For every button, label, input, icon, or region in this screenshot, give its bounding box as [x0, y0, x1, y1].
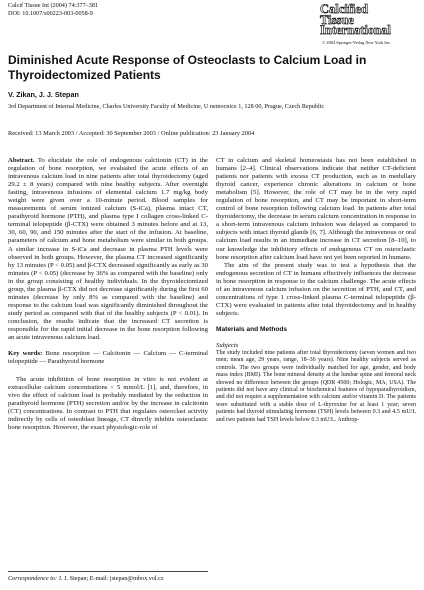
left-column: [8, 157, 208, 433]
doi: DOI: 10.1007/s00223-003-0058-9: [8, 10, 93, 17]
logo-line-2: Tissue: [320, 12, 354, 27]
journal-logo: [320, 4, 418, 44]
keywords-label: Key words:: [8, 350, 43, 358]
affiliation: 3rd Department of Internal Medicine, Charles University Faculty of Medicine, U nemocnice 1, 128 00, Prague, Czech Republic: [8, 103, 325, 110]
section-heading-methods: Materials and Methods: [216, 325, 288, 333]
abstract-label: Abstract.: [8, 157, 35, 164]
subsection-heading-subjects: Subjects: [216, 341, 239, 349]
abstract: [8, 157, 208, 342]
intro-paragraph-2: The aim of the present study was to test a hypothesis that the endogenous secretion of CT in humans effectively influences the decrease in bone resorption in response to the calcium challenge. The acute effects of an intravenous calcium infusion on the secretion of PTH, and CT, and concentrations of type 1 cross-linked plasma C-terminal telopeptide (β-CTX) were evaluated in patients after total thyroidectomy and in healthy subjects.: [216, 261, 416, 317]
copyright: © 2004 Springer-Verlag New York Inc.: [322, 40, 391, 45]
article-title: Diminished Acute Response of Osteoclasts to Calcium Load in Thyroidectomized Patients: [8, 53, 367, 82]
footnote-label: Correspondence to:: [8, 575, 58, 582]
authors: V. Zikan, J. J. Stepan: [8, 90, 79, 99]
keywords: [8, 350, 208, 366]
abstract-text: To elucidate the role of endogenous calcitonin (CT) in the regulation of bone resorption, we evaluated the acute effects of an intravenous calcium load in nine patients after total thyroidectomy (aged 29.2 ± 8 years) compared with nine healthy subjects. After overnight fasting, intravenous infusions of elemental calcium 1.7 mg/kg body weight were given over a 10-minute period. Blood samples for measurements of serum ionized calcium (S-iCa), plasma intact CT, parathyroid hormone (PTH), and plasma type I collagen cross-linked C-terminal telopeptide (β-CTX) were obtained 3 minutes before and at 13, 30, 60, 90, and 150 minutes after the start of the infusion. At baseline, parameters of calcium and bone metabolism were similar in both groups. A similar increase in S-iCa and decrease in plasma PTH levels were observed in both groups. However, the plasma CT increased significantly by 13 minutes (P < 0.05) and β-CTX decreased significantly as early as 30 minutes (P < 0.05) (decrease by 36% as compared with the baseline) only in the group consisting of healthy individuals. In the thyroidectomized group, the plasma β-CTX did not decrease significantly during the first 60 minutes (decrease by only 8% as compared with the baseline) and response to the calcium load was significantly diminished throughout the study period as compared with that of the healthy subjects (P < 0.01). In conclusion, the results indicate that the increased CT secretion is responsible for the rapid initial decrease in the bone resorption following an acute intravenous calcium load.: [8, 157, 208, 342]
keywords-text: Bone resorption — Calcitonin — Calcium — C-terminal telopeptide — Parathyroid hormone: [8, 350, 208, 366]
right-column: [216, 157, 416, 424]
subjects-paragraph: The study included nine patients after total thyroidectomy (seven women and two men; mean age, 29 years, range, 18–36 years). Nine healthy subjects served as controls. The two groups were individually matched for age, gender, and body mass index (BMI). The bone mineral density at the lumbar spine and femoral neck showed no difference between the groups (QDR 4500; Hologic, MA, USA). The patients did not have any clinical or biochemical features of hypoparathyroidism, and did not require a supplementation with calcium and/or vitamin D. The patients were substituted with a stable dose of L-thyroxine for at least 1 year; seven patients had thyroid stimulating hormone (TSH) levels between 0.3 and 4.5 mU/L and two patients had TSH levels below 0.3 mU/L. Anthrop-: [216, 350, 416, 423]
introduction-paragraph: The acute inhibition of bone resorption in vitro is not evident at extracellular calcium concentrations < 5 mmol/L [1], and, therefore, in vivo the effect of calcium load is probably mediated by the reduction in parathyroid hormone (PTH) secretion and/or by the increase in calcitonin (CT) concentrations. In contrast to PTH that regulates osteoclast activity indirectly by cells of osteoblast lineage, CT directly inhibits osteoclastic bone resorption. However, the exact physiologic-role of: [8, 376, 208, 432]
publication-dates: Received: 13 March 2003 / Accepted: 30 September 2003 / Online publication: 23 January 2004: [8, 130, 255, 137]
logo-line-3: International: [320, 23, 391, 37]
journal-citation: Calcif Tissue Int (2004) 74:377–381: [8, 2, 99, 9]
correspondence-footnote: [8, 571, 208, 582]
journal-header: [8, 2, 98, 18]
footnote-text: J. J. Stepan; E-mail: jstepan@mbox.vol.cz: [58, 575, 164, 582]
intro-paragraph-1: CT in calcium and skeletal homeostasis has not been established in humans [2–4]. Clinical observations indicate that neither CT-deficient patients nor patients with excess CT production, such as in medullary thyroid cancer, experience chronic alterations in calcium or bone metabolism [5]. However, the role of CT may be in the very rapid regulation of bone resorption, and CT may be important in short-term control of bone resorption following calcium load. In patients after total thyroidectomy, the decrease in serum calcium concentration in response to a short-term intravenous calcium infusion was delayed as compared to subjects with intact thyroid glands [6, 7]. Although the intravenous or oral calcium load results in an immediate increase in CT secretion [8–10], to our knowledge the inhibitory effects of endogenous CT on osteoclastic bone resorption after calcium load have not yet been reported in humans.: [216, 157, 416, 261]
logo-line-1: Calcified: [320, 2, 368, 16]
